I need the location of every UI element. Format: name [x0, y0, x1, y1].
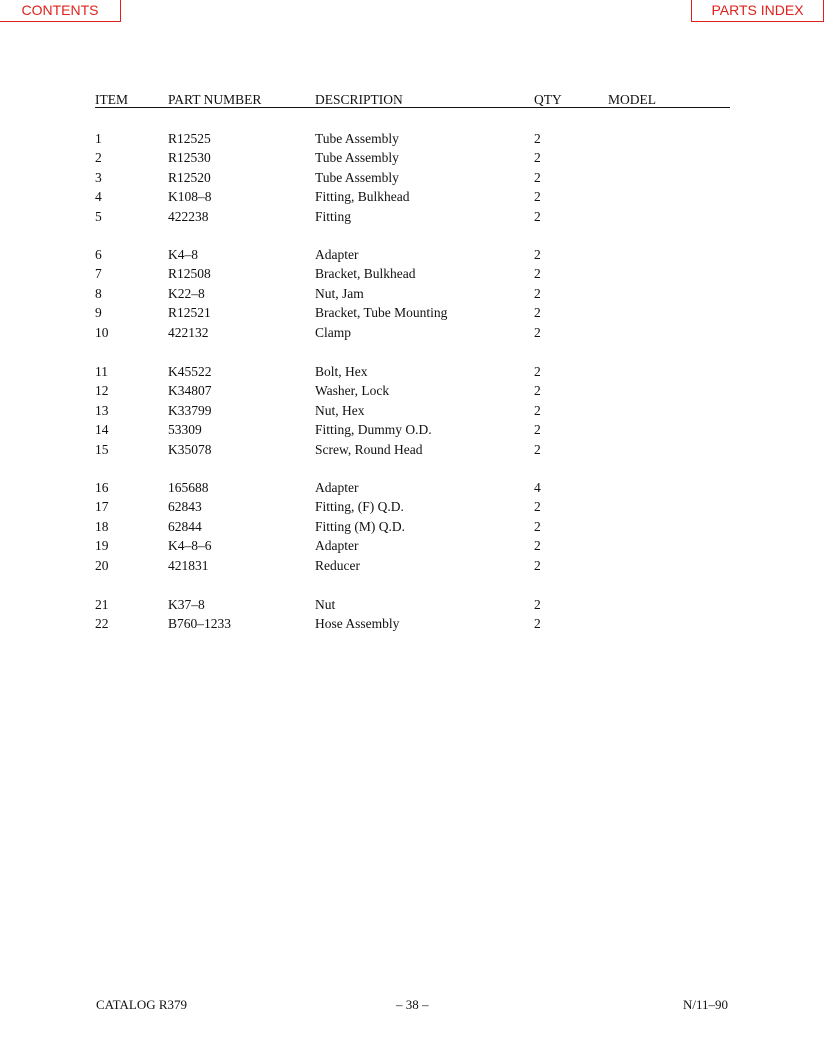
table-row: [95, 170, 730, 188]
part-description: Hose Assembly: [315, 616, 400, 632]
part-qty: 2: [534, 538, 541, 554]
item-number: 8: [95, 285, 102, 301]
part-qty: 2: [534, 597, 541, 612]
part-number: B760–1233: [168, 616, 232, 632]
column-qty: QTY: [534, 92, 562, 107]
table-row: [95, 519, 730, 537]
part-description: Tube Assembly: [315, 131, 399, 146]
item-number: 12: [95, 383, 109, 399]
part-qty: 2: [534, 402, 541, 418]
part-description: Washer, Lock: [315, 383, 390, 399]
part-description: Clamp: [315, 324, 351, 340]
part-number: 421831: [168, 557, 209, 573]
column-description: DESCRIPTION: [315, 92, 403, 107]
part-qty: 2: [534, 169, 541, 185]
table-row: [95, 247, 730, 265]
item-number: 14: [95, 422, 109, 438]
part-number: K33799: [168, 402, 212, 418]
item-number: 5: [95, 208, 102, 224]
part-number: K108–8: [168, 189, 212, 205]
parts-index-button[interactable]: PARTS INDEX: [691, 0, 824, 22]
part-number: K34807: [168, 383, 212, 399]
part-qty: 2: [534, 131, 541, 146]
part-number: R12520: [168, 169, 211, 185]
table-row: [95, 597, 730, 615]
part-number: K4–8–6: [168, 538, 212, 554]
part-description: Fitting: [315, 208, 352, 224]
table-row: [95, 266, 730, 284]
part-qty: 4: [534, 480, 541, 495]
item-number: 3: [95, 169, 102, 185]
part-qty: 2: [534, 518, 541, 534]
table-row: [95, 325, 730, 343]
table-row: [95, 442, 730, 460]
table-row: [95, 150, 730, 168]
table-row: [95, 558, 730, 576]
item-number: 18: [95, 518, 109, 534]
table-row: [95, 364, 730, 382]
catalog-label: CATALOG R379: [96, 997, 188, 1012]
part-description: Fitting, (F) Q.D.: [315, 499, 404, 515]
part-qty: 2: [534, 324, 541, 340]
part-description: Adapter: [315, 480, 359, 495]
item-number: 9: [95, 305, 102, 321]
item-number: 16: [95, 480, 109, 495]
part-qty: 2: [534, 616, 541, 632]
item-number: 19: [95, 538, 109, 554]
table-row: [95, 499, 730, 517]
part-number: 422238: [168, 208, 209, 224]
column-item: ITEM: [95, 92, 128, 107]
part-description: Adapter: [315, 538, 359, 554]
item-number: 17: [95, 499, 109, 515]
item-number: 10: [95, 324, 109, 340]
item-number: 7: [95, 266, 102, 282]
item-number: 11: [95, 364, 108, 379]
contents-button[interactable]: CONTENTS: [0, 0, 121, 22]
part-number: K35078: [168, 441, 212, 457]
part-number: R12530: [168, 150, 211, 166]
item-number: 21: [95, 597, 109, 612]
part-qty: 2: [534, 364, 541, 379]
part-qty: 2: [534, 189, 541, 205]
part-qty: 2: [534, 422, 541, 438]
part-qty: 2: [534, 499, 541, 515]
table-row: [95, 131, 730, 149]
part-qty: 2: [534, 441, 541, 457]
part-description: Reducer: [315, 557, 360, 573]
part-number: K22–8: [168, 285, 205, 301]
table-row: [95, 286, 730, 304]
part-number: K45522: [168, 364, 212, 379]
table-row: [95, 616, 730, 634]
part-description: Bracket, Tube Mounting: [315, 305, 448, 321]
part-number: K37–8: [168, 597, 205, 612]
table-row: [95, 209, 730, 227]
part-number: 165688: [168, 480, 209, 495]
part-description: Fitting, Bulkhead: [315, 189, 410, 205]
table-row: [95, 403, 730, 421]
part-qty: 2: [534, 150, 541, 166]
part-description: Screw, Round Head: [315, 441, 423, 457]
table-row: [95, 480, 730, 498]
part-number: 62844: [168, 518, 202, 534]
revision-date: N/11–90: [683, 997, 729, 1012]
part-description: Nut, Jam: [315, 285, 364, 301]
column-model: MODEL: [608, 92, 656, 107]
part-number: K4–8: [168, 247, 198, 262]
part-description: Nut, Hex: [315, 402, 365, 418]
part-number: 422132: [168, 324, 209, 340]
table-row: [95, 189, 730, 207]
part-description: Fitting (M) Q.D.: [315, 518, 406, 534]
item-number: 20: [95, 557, 109, 573]
part-number: R12508: [168, 266, 211, 282]
part-description: Tube Assembly: [315, 150, 399, 166]
item-number: 1: [95, 131, 102, 146]
item-number: 15: [95, 441, 109, 457]
part-description: Fitting, Dummy O.D.: [315, 422, 432, 438]
part-number: 62843: [168, 499, 202, 515]
part-qty: 2: [534, 247, 541, 262]
table-row: [95, 305, 730, 323]
part-description: Tube Assembly: [315, 169, 399, 185]
table-row: [95, 422, 730, 440]
part-description: Nut: [315, 597, 336, 612]
part-qty: 2: [534, 305, 541, 321]
part-qty: 2: [534, 208, 541, 224]
item-number: 4: [95, 189, 102, 205]
table-row: [95, 383, 730, 401]
part-qty: 2: [534, 383, 541, 399]
part-qty: 2: [534, 266, 541, 282]
item-number: 2: [95, 150, 102, 166]
item-number: 6: [95, 247, 102, 262]
part-qty: 2: [534, 285, 541, 301]
part-description: Adapter: [315, 247, 359, 262]
table-header: [95, 92, 730, 108]
column-part-number: PART NUMBER: [168, 92, 262, 107]
item-number: 22: [95, 616, 109, 632]
part-description: Bolt, Hex: [315, 364, 368, 379]
part-number: 53309: [168, 422, 202, 438]
part-qty: 2: [534, 557, 541, 573]
part-description: Bracket, Bulkhead: [315, 266, 416, 282]
part-number: R12525: [168, 131, 211, 146]
item-number: 13: [95, 402, 109, 418]
page-number: – 38 –: [396, 997, 429, 1012]
table-row: [95, 538, 730, 556]
part-number: R12521: [168, 305, 211, 321]
